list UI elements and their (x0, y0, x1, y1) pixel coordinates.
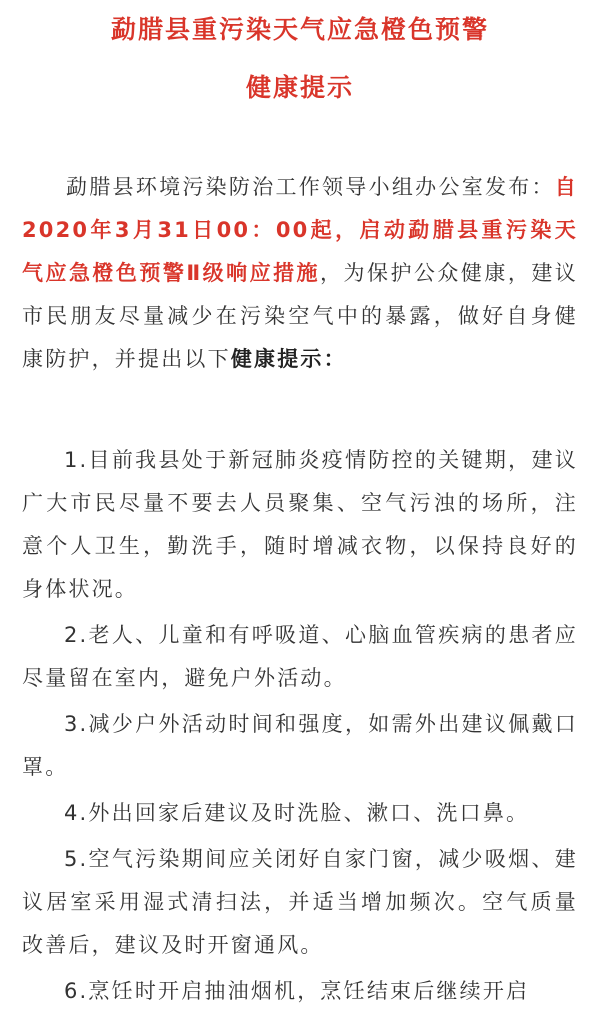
intro-text-middle: ，为保护公众健康，建议市民朋友尽量减少在污染空气中的暴露，做好自身健康防护，并提出以下 (22, 261, 578, 371)
article-title: 勐腊县重污染天气应急橙色预警 (110, 15, 489, 44)
list-item-6: 6.烹饪时开启抽油烟机，烹饪结束后继续开启 (64, 979, 530, 1003)
list-item-5: 5.空气污染期间应关闭好自家门窗，减少吸烟、建议居室采用湿式清扫法，并适当增加频次。空气质量改善后，建议及时开窗通风。 (22, 847, 578, 957)
list-item-4: 4.外出回家后建议及时洗脸、漱口、洗口鼻。 (64, 801, 530, 825)
intro-bold-end: 健康提示： (230, 347, 347, 371)
article-subtitle: 健康提示 (245, 73, 354, 102)
list-item-3: 3.减少户外活动时间和强度，如需外出建议佩戴口罩。 (22, 712, 578, 779)
intro-text-start: 勐腊县环境污染防治工作领导小组办公室发布： (66, 175, 555, 199)
list-item-2: 2.老人、儿童和有呼吸道、心脑血管疾病的患者应尽量留在室内，避免户外活动。 (22, 623, 578, 690)
list-item-1: 1.目前我县处于新冠肺炎疫情防控的关键期，建议广大市民尽量不要去人员聚集、空气污浊的场所，注意个人卫生，勤洗手，随时增减衣物，以保持良好的身体状况。 (22, 448, 578, 601)
intro-highlight: 自2020年3月31日00：00起，启动勐腊县重污染天气应急橙色预警Ⅱ级响应措施 (22, 175, 578, 285)
intro-paragraph (0, 166, 600, 381)
